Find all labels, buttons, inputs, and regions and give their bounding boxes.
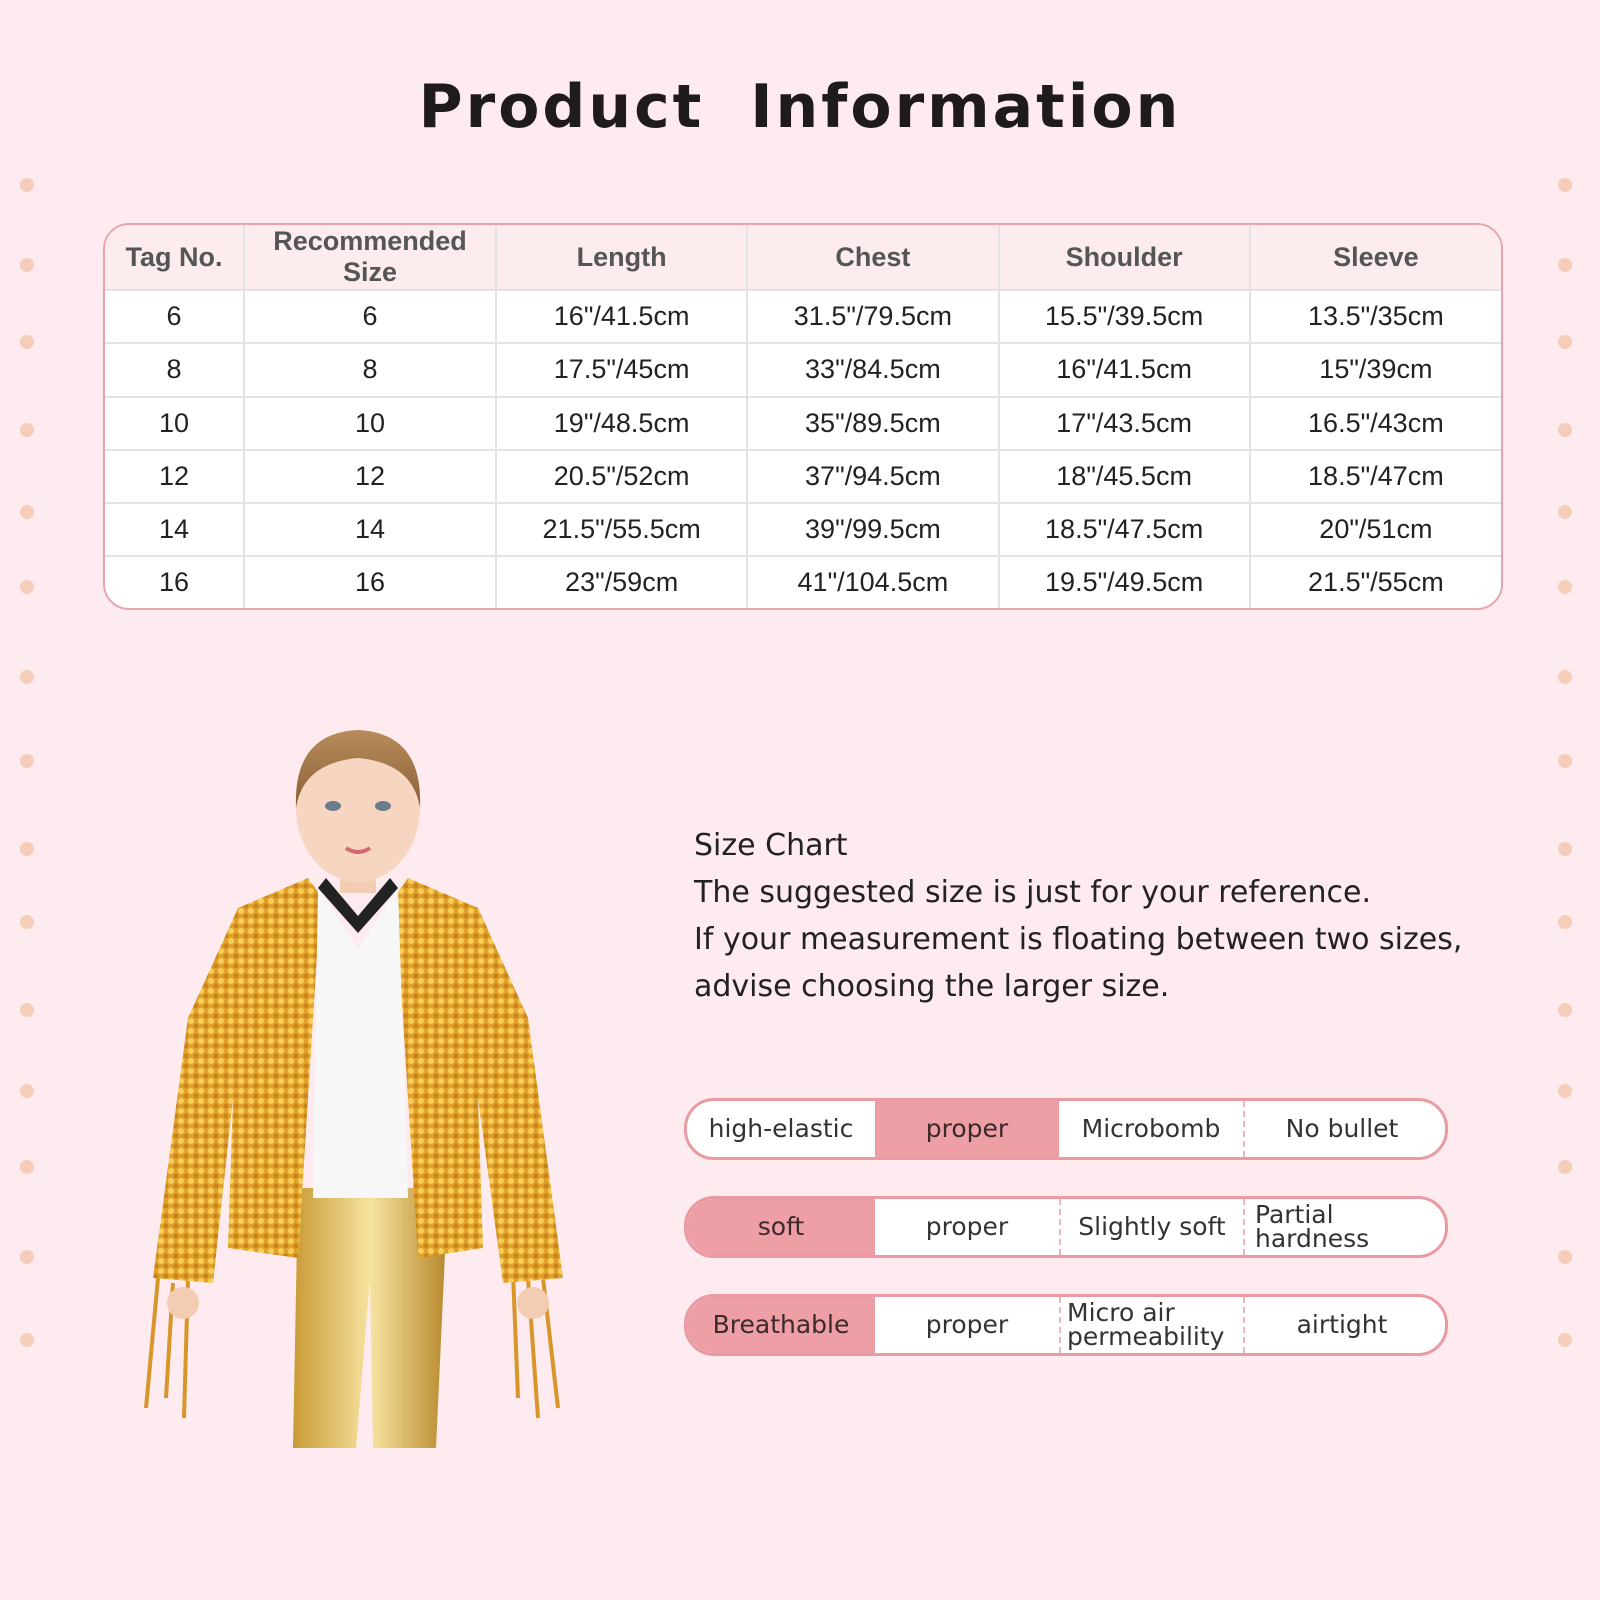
cell-tag: 16 bbox=[105, 556, 244, 608]
cell-length: 19"/48.5cm bbox=[496, 397, 747, 450]
cell-tag: 14 bbox=[105, 503, 244, 556]
header-chest: Chest bbox=[747, 225, 998, 290]
cell-sleeve: 16.5"/43cm bbox=[1250, 397, 1501, 450]
breathability-option-proper: proper bbox=[925, 1310, 1009, 1339]
table-row bbox=[105, 343, 1501, 396]
header-sleeve: Sleeve bbox=[1250, 225, 1501, 290]
table-header-row bbox=[105, 225, 1501, 290]
cell-length: 21.5"/55.5cm bbox=[496, 503, 747, 556]
cell-shoulder: 17"/43.5cm bbox=[999, 397, 1250, 450]
note-line: The suggested size is just for your reference. bbox=[694, 875, 1371, 910]
product-photo bbox=[118, 718, 598, 1448]
cell-chest: 37"/94.5cm bbox=[747, 450, 998, 503]
header-length: Length bbox=[496, 225, 747, 290]
table-row bbox=[105, 556, 1501, 608]
cell-tag: 12 bbox=[105, 450, 244, 503]
elasticity-scale bbox=[684, 1098, 1448, 1160]
breathability-scale bbox=[684, 1294, 1448, 1356]
cell-length: 16"/41.5cm bbox=[496, 290, 747, 343]
table-row bbox=[105, 450, 1501, 503]
note-heading: Size Chart bbox=[694, 828, 848, 863]
decorative-dots-left bbox=[20, 0, 40, 1600]
cell-chest: 35"/89.5cm bbox=[747, 397, 998, 450]
softness-scale bbox=[684, 1196, 1448, 1258]
cell-length: 17.5"/45cm bbox=[496, 343, 747, 396]
cell-chest: 41"/104.5cm bbox=[747, 556, 998, 608]
page-title: Product Information bbox=[418, 72, 1182, 142]
cell-sleeve: 15"/39cm bbox=[1250, 343, 1501, 396]
softness-option-slightly-soft: Slightly soft bbox=[1059, 1199, 1243, 1255]
table-row bbox=[105, 503, 1501, 556]
header-tag-no: Tag No. bbox=[105, 225, 244, 290]
elasticity-option-microbomb: Microbomb bbox=[1081, 1114, 1221, 1143]
cell-shoulder: 18"/45.5cm bbox=[999, 450, 1250, 503]
cell-chest: 31.5"/79.5cm bbox=[747, 290, 998, 343]
breathability-option-micro-air-permeability: Micro air permeability bbox=[1059, 1297, 1243, 1353]
table-row bbox=[105, 397, 1501, 450]
cell-shoulder: 15.5"/39.5cm bbox=[999, 290, 1250, 343]
cell-shoulder: 16"/41.5cm bbox=[999, 343, 1250, 396]
cell-sleeve: 18.5"/47cm bbox=[1250, 450, 1501, 503]
cell-length: 20.5"/52cm bbox=[496, 450, 747, 503]
cell-size: 8 bbox=[244, 343, 496, 396]
elasticity-option-no-bullet: No bullet bbox=[1243, 1101, 1439, 1157]
note-line: If your measurement is floating between two sizes, bbox=[694, 922, 1463, 957]
table-row bbox=[105, 290, 1501, 343]
size-table bbox=[103, 223, 1503, 610]
cell-tag: 10 bbox=[105, 397, 244, 450]
cell-sleeve: 13.5"/35cm bbox=[1250, 290, 1501, 343]
cell-tag: 6 bbox=[105, 290, 244, 343]
elasticity-option-high-elastic: high-elastic bbox=[708, 1114, 854, 1143]
note-line: advise choosing the larger size. bbox=[694, 969, 1170, 1004]
breathability-option-breathable: Breathable bbox=[687, 1297, 875, 1353]
size-note bbox=[694, 822, 1494, 1010]
cell-size: 16 bbox=[244, 556, 496, 608]
softness-option-proper: proper bbox=[925, 1212, 1009, 1241]
cell-size: 14 bbox=[244, 503, 496, 556]
cell-sleeve: 21.5"/55cm bbox=[1308, 567, 1444, 598]
cell-chest: 39"/99.5cm bbox=[747, 503, 998, 556]
cell-shoulder: 19.5"/49.5cm bbox=[999, 556, 1250, 608]
softness-option-soft: soft bbox=[687, 1199, 875, 1255]
header-recommended-size: Recommended Size bbox=[244, 225, 496, 290]
decorative-dots-right bbox=[1558, 0, 1578, 1600]
cell-size: 12 bbox=[244, 450, 496, 503]
softness-option-partial-hardness: Partial hardness bbox=[1243, 1199, 1439, 1255]
cell-size: 6 bbox=[244, 290, 496, 343]
cell-size: 10 bbox=[244, 397, 496, 450]
breathability-option-airtight: airtight bbox=[1243, 1297, 1439, 1353]
cell-tag: 8 bbox=[105, 343, 244, 396]
cell-chest: 33"/84.5cm bbox=[747, 343, 998, 396]
cell-length: 23"/59cm bbox=[496, 556, 747, 608]
header-shoulder: Shoulder bbox=[999, 225, 1250, 290]
elasticity-option-proper: proper bbox=[875, 1101, 1059, 1157]
cell-shoulder: 18.5"/47.5cm bbox=[999, 503, 1250, 556]
cell-sleeve: 20"/51cm bbox=[1250, 503, 1501, 556]
